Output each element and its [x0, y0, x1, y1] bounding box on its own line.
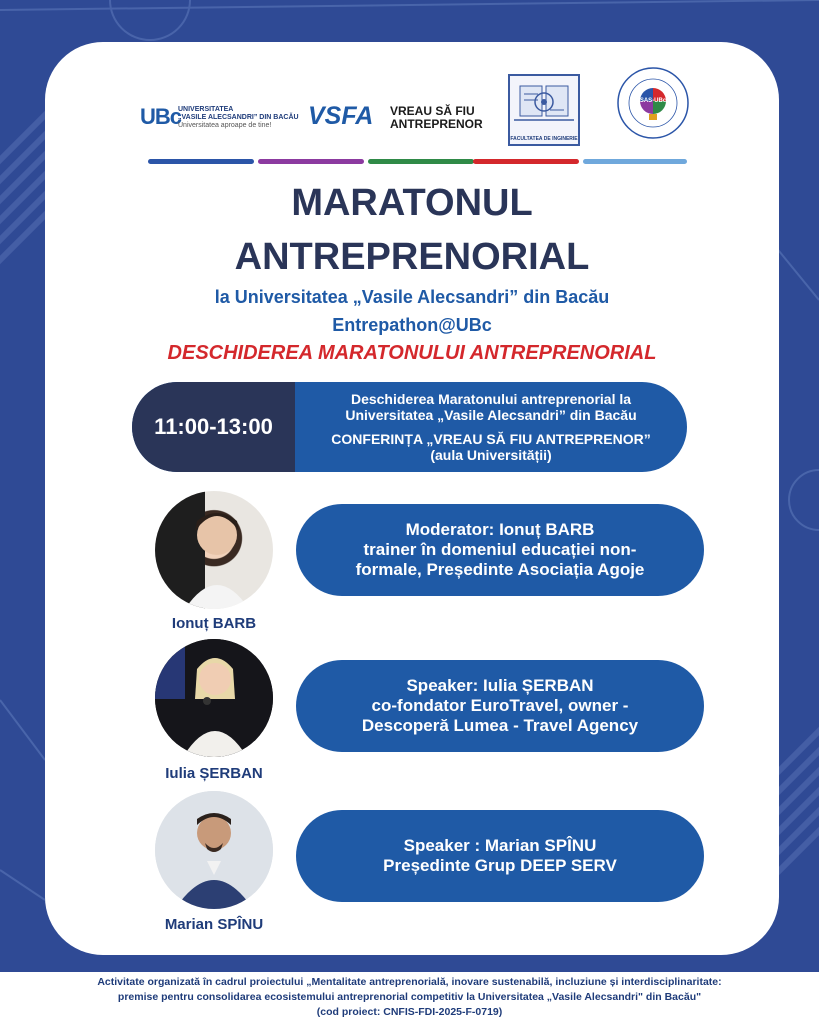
sas-ubc-logo	[616, 66, 690, 140]
schedule-pill	[132, 382, 687, 472]
ubc-logo-line1: UNIVERSITATEA	[178, 106, 234, 113]
sas-logo-label: SAS-UBc	[639, 98, 667, 104]
divider-segment-red	[473, 159, 579, 164]
schedule-line4: (aula Universității)	[430, 447, 552, 463]
speaker-name: Iulia ȘERBAN	[165, 765, 263, 782]
divider-segment-lightblue	[583, 159, 687, 164]
ubc-logo-line2: „VASILE ALECSANDRI” DIN BACĂU	[178, 114, 299, 121]
footer-line3: (cod proiect: CNFIS-FDI-2025-F-0719)	[316, 1006, 503, 1018]
title-line1: MARATONUL	[291, 182, 533, 224]
footer-line1: Activitate organizată în cadrul proiectului „Mentalitate antreprenorială, inovare sustenabilă, incluziune și interdisciplinaritate:	[97, 976, 722, 988]
footer-project-note	[0, 975, 819, 1020]
vsfa-logo-mark: VSFA	[308, 102, 374, 130]
ubc-logo-tagline: Universitatea aproape de tine!	[178, 122, 272, 129]
schedule-line2: Universitatea „Vasile Alecsandri” din Bacău	[345, 407, 637, 423]
speaker-role: Speaker: Iulia ȘERBAN	[406, 676, 594, 695]
schedule-time: 11:00-13:00	[132, 382, 295, 472]
faculty-logo-caption: FACULTATEA DE INGINERIE	[510, 136, 578, 142]
speaker-detail: formale, Președinte Asociația Agoje	[355, 560, 645, 579]
speaker-info-card	[296, 504, 704, 596]
schedule-line1: Deschiderea Maratonului antreprenorial la	[350, 391, 632, 407]
speaker-role: Moderator: Ionuț BARB	[405, 520, 595, 539]
footer-line2: premise pentru consolidarea ecosistemului antreprenorial competitiv la Universitatea „Vasile Alecsandri" din Bacău"	[117, 991, 702, 1003]
event-highlight: DESCHIDEREA MARATONULUI ANTREPRENORIAL	[167, 342, 657, 364]
speaker-role: Speaker : Marian SPÎNU	[403, 836, 597, 855]
speaker-detail: Președinte Grup DEEP SERV	[383, 856, 617, 875]
faculty-engineering-logo	[508, 74, 580, 146]
speaker-name: Marian SPÎNU	[164, 916, 264, 933]
schedule-description	[295, 382, 687, 472]
speaker-photo-iulia-serban	[155, 639, 273, 757]
speaker-detail: Descoperă Lumea - Travel Agency	[361, 716, 639, 735]
speaker-name: Ionuț BARB	[171, 615, 257, 632]
speaker-photo-ionut-barb	[155, 491, 273, 609]
vsfa-logo-line1: VREAU SĂ FIU	[390, 104, 475, 118]
divider-segment-purple	[258, 159, 364, 164]
subtitle-hashtag: Entrepathon@UBc	[332, 315, 492, 335]
speaker-detail: co-fondator EuroTravel, owner -	[371, 696, 629, 715]
speaker-info-card	[296, 810, 704, 902]
vsfa-logo-line2: ANTREPRENOR	[390, 117, 483, 131]
title-line2: ANTREPRENORIAL	[234, 236, 590, 278]
speaker-detail: trainer în domeniul educației non-	[363, 540, 637, 559]
divider-segment-green	[368, 159, 474, 164]
book-emblem-icon	[510, 76, 578, 134]
divider-segment-blue	[148, 159, 254, 164]
speaker-photo-marian-spinu	[155, 791, 273, 909]
speaker-info-card	[296, 660, 704, 752]
subtitle-university: la Universitatea „Vasile Alecsandri” din Bacău	[214, 287, 610, 307]
ubc-logo-mark: UBc	[140, 104, 182, 129]
content-card	[45, 42, 779, 955]
schedule-line3: CONFERINȚA „VREAU SĂ FIU ANTREPRENOR”	[331, 431, 651, 447]
